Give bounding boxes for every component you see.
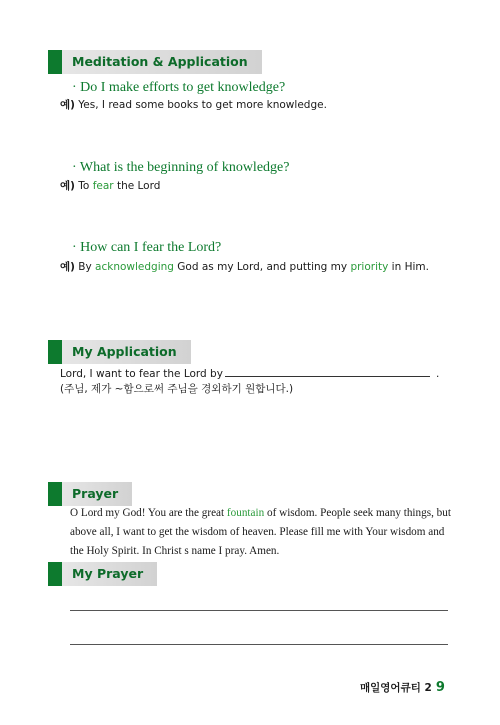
answer-1	[60, 97, 327, 112]
section-marker	[48, 482, 62, 506]
section-title: My Prayer	[62, 562, 157, 586]
page-number: 9	[435, 680, 445, 695]
application-prompt: Lord, I want to fear the Lord by	[60, 368, 223, 380]
prayer-text-part: O Lord my God! You are the great	[70, 507, 227, 519]
question-2: · What is the beginning of knowledge?	[72, 160, 290, 175]
answer-prefix: 예)	[60, 180, 75, 192]
section-title: My Application	[62, 340, 191, 364]
answer-prefix: 예)	[60, 261, 75, 273]
page-footer	[360, 680, 445, 695]
answer-text: the Lord	[113, 180, 161, 192]
section-marker	[48, 340, 62, 364]
section-title: Meditation & Application	[62, 50, 262, 74]
answer-text: To	[74, 180, 93, 192]
prayer-text-part: of wisdom. People seek many things, but above all, I want to get the wisdom of heaven. Please fill me with Your wisdom and the Holy Spirit. In Christ s name I pray. Amen.	[70, 507, 451, 557]
question-1: · Do I make efforts to get knowledge?	[72, 80, 286, 95]
section-marker	[48, 50, 62, 74]
section-marker	[48, 562, 62, 586]
answer-3	[60, 259, 429, 274]
prayer-text	[70, 504, 460, 561]
answer-2	[60, 178, 160, 193]
book-title: 매일영어큐티 2	[360, 682, 432, 694]
answer-prefix: 예)	[60, 99, 75, 111]
application-translation: (주님, 제가 ~함으로써 주님을 경외하기 원합니다.)	[60, 383, 294, 395]
highlight-word: fear	[92, 180, 114, 192]
answer-text: By	[74, 261, 96, 273]
highlight-word: fountain	[226, 507, 265, 519]
application-period: .	[435, 368, 440, 380]
answer-text: Yes, I read some books to get more knowledge.	[74, 99, 327, 111]
answer-text: in Him.	[388, 261, 429, 273]
section-title: Prayer	[62, 482, 132, 506]
highlight-word: acknowledging	[95, 261, 174, 273]
fill-in-blank[interactable]	[225, 366, 430, 377]
application-line	[60, 366, 439, 380]
prayer-writing-line-1[interactable]	[70, 610, 448, 611]
answer-text: God as my Lord, and putting my	[173, 261, 351, 273]
question-3: · How can I fear the Lord?	[72, 240, 222, 255]
prayer-writing-line-2[interactable]	[70, 644, 448, 645]
highlight-word: priority	[350, 261, 389, 273]
